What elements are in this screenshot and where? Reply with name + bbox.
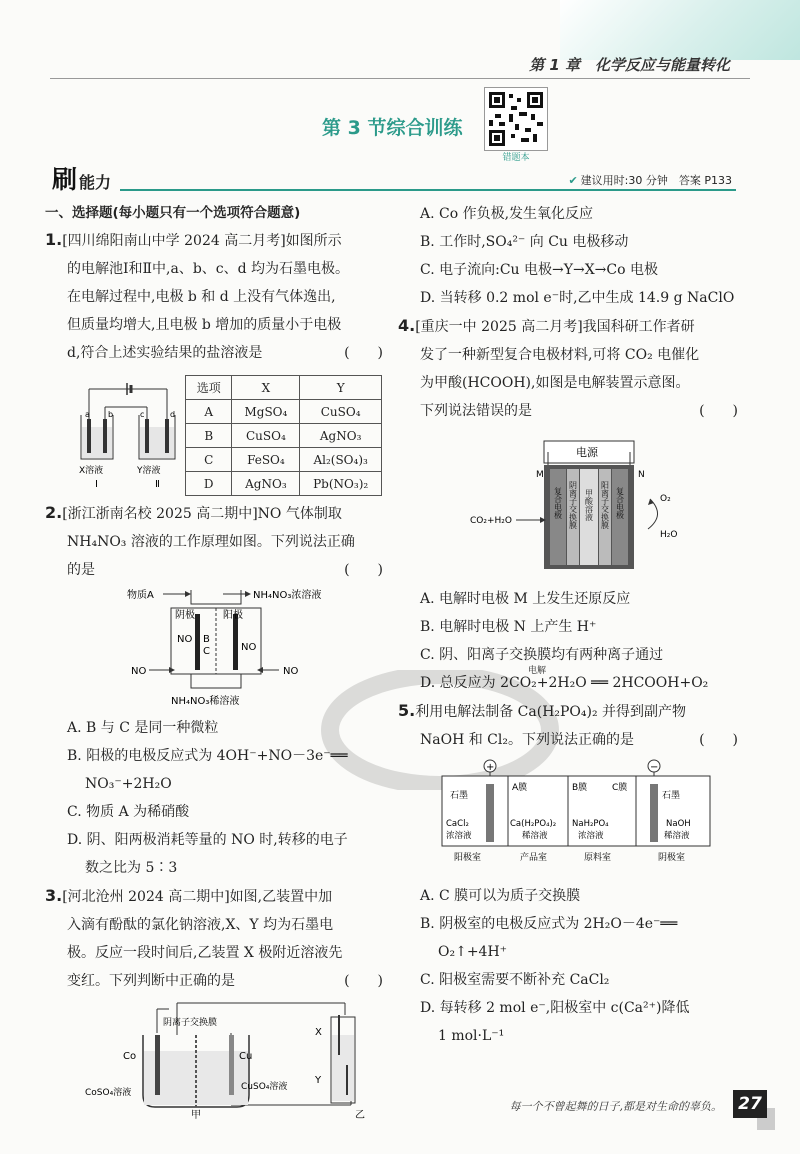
q5-options (398, 882, 738, 1050)
option-c[interactable]: C. 阳极室需要不断补充 CaCl₂ (420, 972, 610, 988)
q5-line: 利用电解法制备 Ca(H₂PO₄)₂ 并得到副产物 (415, 704, 687, 720)
label-yi: 乙 (355, 1110, 365, 1119)
label-anion-membrane: 阴离子交换膜 (568, 481, 578, 529)
q2-line: 的是 (67, 562, 95, 578)
option-d-text: D. 总反应为 2CO₂+2H₂O ══ 2HCOOH+O₂ (420, 675, 709, 691)
label-graphite-left: 石墨 (450, 791, 469, 801)
label-cu: Cu (239, 1051, 253, 1062)
q4-line: [重庆一中 2025 高二月考]我国科研工作者研 (415, 319, 695, 335)
badge-rule (120, 189, 736, 191)
q1-line: 但质量均增大,且电极 b 增加的质量小于电极 (67, 317, 342, 333)
corner-decoration (560, 0, 800, 60)
label-anode-room: 阳极室 (454, 853, 482, 863)
badge-small: 能力 (79, 173, 112, 192)
option-d[interactable]: D. 每转移 2 mol e⁻,阳极室中 c(Ca²⁺)降低 (420, 1000, 690, 1016)
label-y-electrode: Y (315, 1075, 322, 1086)
label-left-input: CO₂+H₂O (470, 516, 512, 526)
label-top-outlet: NH₄NO₃浓溶液 (253, 590, 322, 601)
table-cell: A (186, 400, 232, 424)
q3-line: 变红。下列判断中正确的是 (67, 973, 235, 989)
header-rule (50, 78, 750, 79)
option-b-cont: O₂↑+4H⁺ (438, 944, 508, 960)
answer-blank[interactable]: ( ) (699, 732, 738, 748)
label-b: B (203, 634, 210, 645)
condition-label: 电解 (528, 666, 547, 676)
option-a[interactable]: A. Co 作负极,发生氧化反应 (420, 206, 594, 222)
option-b[interactable]: B. 电解时电极 N 上产生 H⁺ (420, 619, 597, 635)
label-product-room: 产品室 (520, 853, 548, 863)
q3-cell-diagram (45, 995, 383, 1119)
label-cathode-room: 阴极室 (658, 853, 686, 863)
label-membrane-b: B膜 (572, 783, 588, 793)
table-cell: AgNO₃ (300, 424, 382, 448)
q1-line: [四川绵阳南山中学 2024 高二月考]如图所示 (62, 233, 342, 249)
label-substance-a: 物质A (127, 590, 154, 601)
label-c: c (140, 410, 145, 419)
label-no-inlet-left: NO (131, 666, 147, 677)
question-5 (398, 697, 738, 754)
q3-number: 3. (45, 886, 63, 905)
chapter-header: 第 1 章 化学反应与能量转化 (529, 56, 730, 74)
label-plus: + (486, 762, 495, 773)
q1-line: 在电解过程中,电极 b 和 d 上没有气体逸出, (67, 289, 336, 305)
suggested-time: 建议用时:30 分钟 (580, 174, 668, 187)
option-b[interactable]: B. 阳极的电极反应式为 4OH⁻+NO－3e⁻══ (67, 748, 348, 764)
label-electrode-left: 复合电极 (553, 487, 563, 519)
option-a[interactable]: A. 电解时电极 M 上发生还原反应 (420, 591, 631, 607)
q4-cell-diagram (398, 425, 738, 581)
table-cell: Pb(NO₃)₂ (300, 472, 382, 496)
label-x-solution: X溶液 (79, 466, 104, 476)
label-coso4: CoSO₄溶液 (85, 1088, 132, 1098)
option-b-cont: NO₃⁻+2H₂O (85, 776, 172, 792)
left-column (45, 200, 383, 1123)
option-b[interactable]: B. 工作时,SO₄²⁻ 向 Cu 电极移动 (420, 234, 629, 250)
table-header: 选项 (186, 376, 232, 400)
page-number: 27 (733, 1090, 767, 1118)
level-badge (52, 160, 132, 194)
answer-blank[interactable]: ( ) (344, 973, 383, 989)
table-cell: D (186, 472, 232, 496)
label-cell-1: Ⅰ (95, 479, 98, 490)
section-title: 第 3 节综合训练 (322, 117, 463, 139)
table-header: Y (300, 376, 382, 400)
label-o2: O₂ (660, 494, 671, 504)
table-cell: B (186, 424, 232, 448)
table-cell: AgNO₃ (232, 472, 300, 496)
label-power: 电源 (576, 446, 598, 459)
label-h2o: H₂O (660, 530, 678, 540)
option-a[interactable]: A. C 膜可以为质子交换膜 (420, 888, 581, 904)
label-formic-solution: 甲酸溶液 (584, 489, 594, 521)
right-column (398, 200, 738, 1050)
label-c: C (203, 646, 210, 657)
table-cell: CuSO₄ (232, 424, 300, 448)
label-room3-solute: NaH₂PO₄ (572, 819, 609, 829)
label-membrane: 阴离子交换膜 (163, 1018, 218, 1028)
q5-number: 5. (398, 701, 416, 720)
table-cell: FeSO₄ (232, 448, 300, 472)
label-membrane-c: C膜 (612, 783, 628, 793)
label-b: b (108, 410, 114, 419)
q3-options (398, 200, 738, 312)
question-4 (398, 312, 738, 425)
footer-motto: 每一个不曾起舞的日子,都是对生命的辜负。 (509, 1100, 722, 1113)
label-bottom-outlet: NH₄NO₃稀溶液 (171, 696, 240, 707)
option-d-cont: 数之比为 5∶3 (85, 860, 178, 876)
q5-line: NaOH 和 Cl₂。下列说法正确的是 (420, 732, 634, 748)
q1-number: 1. (45, 230, 63, 249)
label-cation-membrane: 阳离子交换膜 (600, 481, 610, 529)
label-x-electrode: X (315, 1027, 322, 1038)
part-title: 一、选择题(每小题只有一个选项符合题意) (45, 205, 301, 221)
badge-big: 刷 (52, 165, 78, 194)
q3-line: [河北沧州 2024 高二期中]如图,乙装置中加 (62, 889, 333, 905)
label-graphite-right: 石墨 (662, 791, 681, 801)
table-header: X (232, 376, 300, 400)
option-a[interactable]: A. B 与 C 是同一种微粒 (67, 720, 219, 736)
label-cell-2: Ⅱ (155, 479, 160, 490)
q1-line: d,符合上述实验结果的盐溶液是 (67, 345, 263, 361)
label-y-solution: Y溶液 (137, 466, 161, 476)
label-n: N (638, 470, 645, 480)
label-no-left: NO (177, 634, 193, 645)
q4-number: 4. (398, 316, 416, 335)
table-cell: C (186, 448, 232, 472)
time-info (568, 172, 732, 188)
option-d[interactable] (398, 666, 738, 697)
q3-line: 入滴有酚酞的氯化钠溶液,X、Y 均为石墨电 (67, 917, 334, 933)
label-cathode: 阴极 (175, 610, 195, 621)
label-m: M (536, 470, 544, 480)
label-membrane-a: A膜 (512, 783, 528, 793)
option-c[interactable]: C. 物质 A 为稀硝酸 (67, 804, 190, 820)
qr-label: 错题本 (502, 153, 530, 163)
qr-code[interactable] (484, 87, 548, 151)
option-c[interactable]: C. 电子流向:Cu 电极→Y→X→Co 电极 (420, 262, 658, 278)
table-cell: Al₂(SO₄)₃ (300, 448, 382, 472)
label-room2-solute: Ca(H₂PO₄)₂ (510, 819, 557, 829)
q2-line: NH₄NO₃ 溶液的工作原理如图。下列说法正确 (67, 534, 355, 550)
q1-line: 的电解池Ⅰ和Ⅱ中,a、b、c、d 均为石墨电极。 (67, 261, 350, 277)
table-cell: CuSO₄ (300, 400, 382, 424)
answer-blank[interactable]: ( ) (344, 345, 383, 361)
answer-ref: 答案 P133 (678, 174, 732, 187)
label-room3-conc: 浓溶液 (578, 831, 604, 841)
q4-options (398, 585, 738, 697)
label-anode: 阳极 (223, 610, 243, 621)
option-c[interactable]: C. 阴、阳离子交换膜均有两种离子通过 (420, 647, 664, 663)
label-room4-solute: NaOH (666, 819, 691, 829)
q2-number: 2. (45, 503, 63, 522)
label-a: a (85, 410, 90, 419)
label-electrode-right: 复合电极 (615, 487, 625, 519)
question-2 (45, 499, 383, 584)
q1-cell-diagram (75, 379, 185, 494)
label-room4-conc: 稀溶液 (664, 831, 690, 841)
answer-blank[interactable]: ( ) (699, 403, 738, 419)
option-d[interactable]: D. 阴、阳两极消耗等量的 NO 时,转移的电子 (67, 832, 348, 848)
q4-line: 为甲酸(HCOOH),如图是电解装置示意图。 (420, 375, 690, 391)
label-cuso4: CuSO₄溶液 (241, 1082, 288, 1092)
table-cell: MgSO₄ (232, 400, 300, 424)
label-no-right: NO (241, 642, 257, 653)
question-3 (45, 882, 383, 995)
q4-line: 下列说法错误的是 (420, 403, 532, 419)
label-co: Co (123, 1051, 137, 1062)
q3-line: 极。反应一段时间后,乙装置 X 极附近溶液先 (67, 945, 343, 961)
option-d-cont: 1 mol·L⁻¹ (438, 1028, 505, 1044)
label-room1-conc: 浓溶液 (446, 831, 472, 841)
q2-line: [浙江浙南名校 2025 高二期中]NO 气体制取 (62, 506, 342, 522)
option-b[interactable]: B. 阴极室的电极反应式为 2H₂O－4e⁻══ (420, 916, 678, 932)
label-jia: 甲 (191, 1110, 201, 1119)
question-1 (45, 226, 383, 367)
label-room1-solute: CaCl₂ (446, 819, 469, 829)
label-d: d (170, 410, 176, 419)
q5-cell-diagram (398, 754, 738, 878)
option-d[interactable]: D. 当转移 0.2 mol e⁻时,乙中生成 14.9 g NaClO (420, 290, 735, 306)
q1-figure-row (45, 371, 383, 499)
check-icon: ✔ (568, 174, 578, 187)
q1-options-table (185, 375, 382, 496)
label-raw-room: 原料室 (584, 853, 612, 863)
label-minus: − (650, 762, 659, 773)
label-room2-conc: 稀溶液 (522, 831, 548, 841)
q4-line: 发了一种新型复合电极材料,可将 CO₂ 电催化 (420, 347, 700, 363)
answer-blank[interactable]: ( ) (344, 562, 383, 578)
label-no-inlet-right: NO (283, 666, 299, 677)
